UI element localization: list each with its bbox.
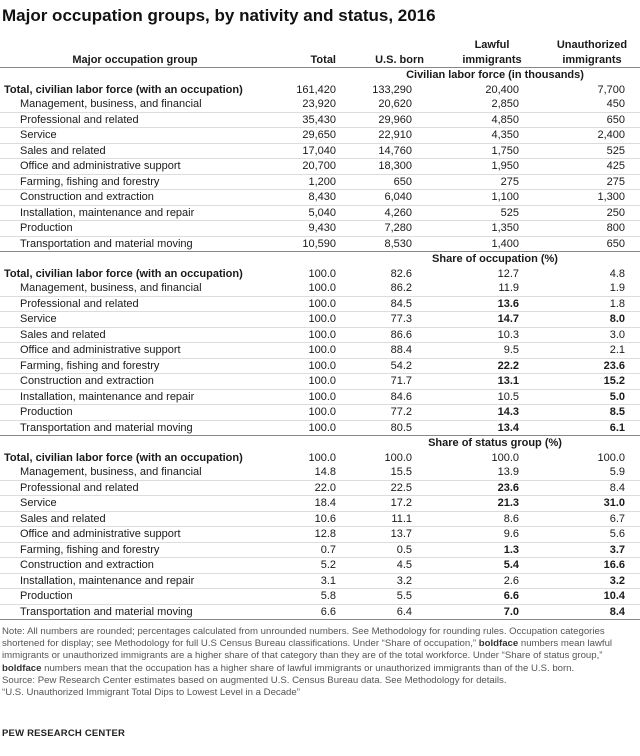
- table-row: [0, 128, 640, 144]
- value-cell: 1,100: [440, 190, 544, 206]
- value-cell: 2.1: [544, 343, 640, 359]
- section-heading-row: [0, 68, 640, 83]
- value-cell: 11.9: [440, 281, 544, 296]
- value-cell: 6.4: [350, 604, 440, 620]
- value-cell: 0.7: [270, 542, 350, 558]
- occupation-label: Farming, fishing and forestry: [0, 358, 270, 374]
- value-cell: 10.5: [440, 389, 544, 405]
- total-cell: 20,400: [485, 83, 519, 96]
- value-cell: 13.7: [350, 527, 440, 543]
- table-row: [0, 312, 640, 328]
- table-row: [0, 205, 640, 221]
- value-cell: 100.0: [270, 327, 350, 343]
- table-row: [0, 97, 640, 112]
- occupation-label: Construction and extraction: [0, 374, 270, 390]
- total-label: Total, civilian labor force (with an occupation): [4, 451, 243, 464]
- value-cell: 100.0: [270, 281, 350, 296]
- value-cell: 3.2: [544, 573, 640, 589]
- value-cell: 13.6: [440, 296, 544, 312]
- value-cell: 21.3: [440, 496, 544, 512]
- value-cell: 5.2: [270, 558, 350, 574]
- value-cell: 77.3: [350, 312, 440, 328]
- table-row: [0, 496, 640, 512]
- total-cell: 4.8: [609, 267, 625, 280]
- occupation-label: Management, business, and financial: [0, 465, 270, 480]
- occupation-table: [0, 38, 640, 620]
- value-cell: 23.6: [544, 358, 640, 374]
- value-cell: 5.6: [544, 527, 640, 543]
- value-cell: 15.2: [544, 374, 640, 390]
- value-cell: 18.4: [270, 496, 350, 512]
- value-cell: 86.6: [350, 327, 440, 343]
- occupation-label: Installation, maintenance and repair: [0, 573, 270, 589]
- value-cell: 100.0: [270, 420, 350, 436]
- value-cell: 17,040: [270, 143, 350, 159]
- total-cell: 161,420: [296, 83, 336, 96]
- value-cell: 9.6: [440, 527, 544, 543]
- occupation-label: Professional and related: [0, 296, 270, 312]
- occupation-label: Production: [0, 221, 270, 237]
- value-cell: 29,960: [350, 112, 440, 128]
- value-cell: 650: [544, 236, 640, 252]
- value-cell: 4,260: [350, 205, 440, 221]
- value-cell: 650: [350, 174, 440, 190]
- value-cell: 14.3: [440, 405, 544, 421]
- value-cell: 29,650: [270, 128, 350, 144]
- table-row: [0, 542, 640, 558]
- header-total: Total: [270, 38, 350, 68]
- occupation-label: Production: [0, 589, 270, 605]
- section-heading: Share of status group (%): [428, 437, 562, 449]
- value-cell: 525: [544, 143, 640, 159]
- total-cell: 133,290: [372, 83, 412, 96]
- value-cell: 275: [544, 174, 640, 190]
- table-header-row: [0, 38, 640, 68]
- table-row: [0, 327, 640, 343]
- occupation-label: Sales and related: [0, 511, 270, 527]
- total-cell: 100.0: [491, 451, 519, 464]
- occupation-label: Professional and related: [0, 112, 270, 128]
- table-row: [0, 174, 640, 190]
- value-cell: 84.6: [350, 389, 440, 405]
- total-cell: 100.0: [308, 451, 336, 464]
- total-cell: 7,700: [597, 83, 625, 96]
- value-cell: 5.9: [544, 465, 640, 480]
- occupation-label: Service: [0, 128, 270, 144]
- table-row: [0, 604, 640, 620]
- value-cell: 100.0: [270, 374, 350, 390]
- total-cell: 12.7: [497, 267, 519, 280]
- value-cell: 11.1: [350, 511, 440, 527]
- occupation-label: Sales and related: [0, 327, 270, 343]
- value-cell: 23.6: [440, 480, 544, 496]
- table-row: [0, 281, 640, 296]
- value-cell: 88.4: [350, 343, 440, 359]
- value-cell: 8.4: [544, 480, 640, 496]
- section-heading-row: [0, 436, 640, 451]
- value-cell: 16.6: [544, 558, 640, 574]
- value-cell: 20,620: [350, 97, 440, 112]
- value-cell: 650: [544, 112, 640, 128]
- value-cell: 425: [544, 159, 640, 175]
- value-cell: 77.2: [350, 405, 440, 421]
- value-cell: 84.5: [350, 296, 440, 312]
- occupation-label: Management, business, and financial: [0, 281, 270, 296]
- value-cell: 3.1: [270, 573, 350, 589]
- report-title: “U.S. Unauthorized Immigrant Total Dips to Lowest Level in a Decade”: [2, 687, 300, 699]
- header-group: Major occupation group: [0, 38, 270, 68]
- value-cell: 9,430: [270, 221, 350, 237]
- value-cell: 8,430: [270, 190, 350, 206]
- table-row: [0, 511, 640, 527]
- value-cell: 1,400: [440, 236, 544, 252]
- value-cell: 7,280: [350, 221, 440, 237]
- value-cell: 10.4: [544, 589, 640, 605]
- occupation-label: Transportation and material moving: [0, 420, 270, 436]
- total-cell: 82.6: [390, 267, 412, 280]
- table-row: [0, 527, 640, 543]
- value-cell: 4.5: [350, 558, 440, 574]
- page-title: Major occupation groups, by nativity and status, 2016: [2, 6, 436, 25]
- occupation-label: Construction and extraction: [0, 558, 270, 574]
- value-cell: 31.0: [544, 496, 640, 512]
- value-cell: 4,350: [440, 128, 544, 144]
- value-cell: 12.8: [270, 527, 350, 543]
- total-row: [0, 451, 640, 466]
- value-cell: 5.5: [350, 589, 440, 605]
- value-cell: 8,530: [350, 236, 440, 252]
- table-row: [0, 143, 640, 159]
- table-row: [0, 589, 640, 605]
- value-cell: 13.4: [440, 420, 544, 436]
- value-cell: 10.6: [270, 511, 350, 527]
- table-row: [0, 465, 640, 480]
- value-cell: 6.1: [544, 420, 640, 436]
- table-row: [0, 374, 640, 390]
- methodology-note: Note: All numbers are rounded; percentages calculated from unrounded numbers. See Methodology for rounding rules. Occupation categories shortened for display; see Methodology for full U.S Census Bureau classifications. Under “Share of occupation,” boldface numbers mean lawful immigrants or unauthorized immigrants are a higher share of that category than they are of the total workforce. Under “Share of status group,” boldface numbers mean that the occupation has a higher share of lawful immigrants or unauthorized immigrants than of the U.S. born.: [2, 626, 613, 674]
- value-cell: 5.4: [440, 558, 544, 574]
- value-cell: 525: [440, 205, 544, 221]
- total-cell: 100.0: [308, 267, 336, 280]
- occupation-label: Office and administrative support: [0, 343, 270, 359]
- value-cell: 1,950: [440, 159, 544, 175]
- value-cell: 80.5: [350, 420, 440, 436]
- value-cell: 10.3: [440, 327, 544, 343]
- section-heading: Civilian labor force (in thousands): [406, 69, 584, 81]
- value-cell: 1,750: [440, 143, 544, 159]
- table-row: [0, 420, 640, 436]
- table-row: [0, 190, 640, 206]
- value-cell: 1.9: [544, 281, 640, 296]
- value-cell: 100.0: [270, 389, 350, 405]
- occupation-label: Transportation and material moving: [0, 604, 270, 620]
- occupation-label: Sales and related: [0, 143, 270, 159]
- table-row: [0, 296, 640, 312]
- table-row: [0, 558, 640, 574]
- value-cell: 8.4: [544, 604, 640, 620]
- value-cell: 23,920: [270, 97, 350, 112]
- value-cell: 22.5: [350, 480, 440, 496]
- total-cell: 100.0: [597, 451, 625, 464]
- value-cell: 14.7: [440, 312, 544, 328]
- value-cell: 450: [544, 97, 640, 112]
- value-cell: 35,430: [270, 112, 350, 128]
- notes: [2, 626, 638, 699]
- table-row: [0, 159, 640, 175]
- value-cell: 3.0: [544, 327, 640, 343]
- occupation-label: Management, business, and financial: [0, 97, 270, 112]
- section-heading: Share of occupation (%): [432, 253, 558, 265]
- value-cell: 54.2: [350, 358, 440, 374]
- value-cell: 8.6: [440, 511, 544, 527]
- value-cell: 13.1: [440, 374, 544, 390]
- table-row: [0, 221, 640, 237]
- occupation-label: Transportation and material moving: [0, 236, 270, 252]
- value-cell: 3.2: [350, 573, 440, 589]
- value-cell: 2.6: [440, 573, 544, 589]
- value-cell: 22.2: [440, 358, 544, 374]
- occupation-label: Service: [0, 312, 270, 328]
- value-cell: 0.5: [350, 542, 440, 558]
- value-cell: 14,760: [350, 143, 440, 159]
- value-cell: 2,850: [440, 97, 544, 112]
- value-cell: 20,700: [270, 159, 350, 175]
- value-cell: 9.5: [440, 343, 544, 359]
- footer-brand: PEW RESEARCH CENTER: [2, 728, 126, 739]
- occupation-label: Installation, maintenance and repair: [0, 205, 270, 221]
- source-note: Source: Pew Research Center estimates based on augmented U.S. Census Bureau data. See Methodology for details.: [2, 674, 507, 686]
- value-cell: 800: [544, 221, 640, 237]
- value-cell: 250: [544, 205, 640, 221]
- header-lawful: Lawful immigrants: [440, 38, 544, 68]
- value-cell: 275: [440, 174, 544, 190]
- total-row: [0, 267, 640, 282]
- value-cell: 8.0: [544, 312, 640, 328]
- value-cell: 100.0: [270, 343, 350, 359]
- total-row: [0, 83, 640, 98]
- occupation-label: Office and administrative support: [0, 527, 270, 543]
- table-row: [0, 573, 640, 589]
- header-unauthorized: Unauthorized immigrants: [544, 38, 640, 68]
- table-row: [0, 480, 640, 496]
- value-cell: 1.8: [544, 296, 640, 312]
- value-cell: 1.3: [440, 542, 544, 558]
- value-cell: 4,850: [440, 112, 544, 128]
- value-cell: 13.9: [440, 465, 544, 480]
- value-cell: 5.0: [544, 389, 640, 405]
- table-row: [0, 112, 640, 128]
- table-row: [0, 405, 640, 421]
- value-cell: 3.7: [544, 542, 640, 558]
- value-cell: 17.2: [350, 496, 440, 512]
- occupation-label: Farming, fishing and forestry: [0, 542, 270, 558]
- value-cell: 1,200: [270, 174, 350, 190]
- header-us-born: U.S. born: [350, 38, 440, 68]
- occupation-label: Office and administrative support: [0, 159, 270, 175]
- value-cell: 14.8: [270, 465, 350, 480]
- occupation-label: Service: [0, 496, 270, 512]
- value-cell: 100.0: [270, 296, 350, 312]
- table-row: [0, 358, 640, 374]
- value-cell: 22,910: [350, 128, 440, 144]
- value-cell: 86.2: [350, 281, 440, 296]
- occupation-label: Construction and extraction: [0, 190, 270, 206]
- value-cell: 8.5: [544, 405, 640, 421]
- value-cell: 15.5: [350, 465, 440, 480]
- value-cell: 10,590: [270, 236, 350, 252]
- occupation-label: Installation, maintenance and repair: [0, 389, 270, 405]
- occupation-label: Farming, fishing and forestry: [0, 174, 270, 190]
- total-label: Total, civilian labor force (with an occupation): [4, 83, 243, 96]
- value-cell: 1,350: [440, 221, 544, 237]
- occupation-label: Professional and related: [0, 480, 270, 496]
- value-cell: 18,300: [350, 159, 440, 175]
- value-cell: 71.7: [350, 374, 440, 390]
- value-cell: 1,300: [544, 190, 640, 206]
- table-row: [0, 236, 640, 252]
- section-heading-row: [0, 252, 640, 267]
- value-cell: 100.0: [270, 358, 350, 374]
- value-cell: 5.8: [270, 589, 350, 605]
- total-cell: 100.0: [384, 451, 412, 464]
- value-cell: 100.0: [270, 405, 350, 421]
- value-cell: 5,040: [270, 205, 350, 221]
- value-cell: 6.6: [270, 604, 350, 620]
- total-label: Total, civilian labor force (with an occupation): [4, 267, 243, 280]
- value-cell: 6,040: [350, 190, 440, 206]
- table-row: [0, 389, 640, 405]
- value-cell: 100.0: [270, 312, 350, 328]
- value-cell: 6.6: [440, 589, 544, 605]
- table-row: [0, 343, 640, 359]
- value-cell: 22.0: [270, 480, 350, 496]
- value-cell: 2,400: [544, 128, 640, 144]
- value-cell: 7.0: [440, 604, 544, 620]
- value-cell: 6.7: [544, 511, 640, 527]
- occupation-label: Production: [0, 405, 270, 421]
